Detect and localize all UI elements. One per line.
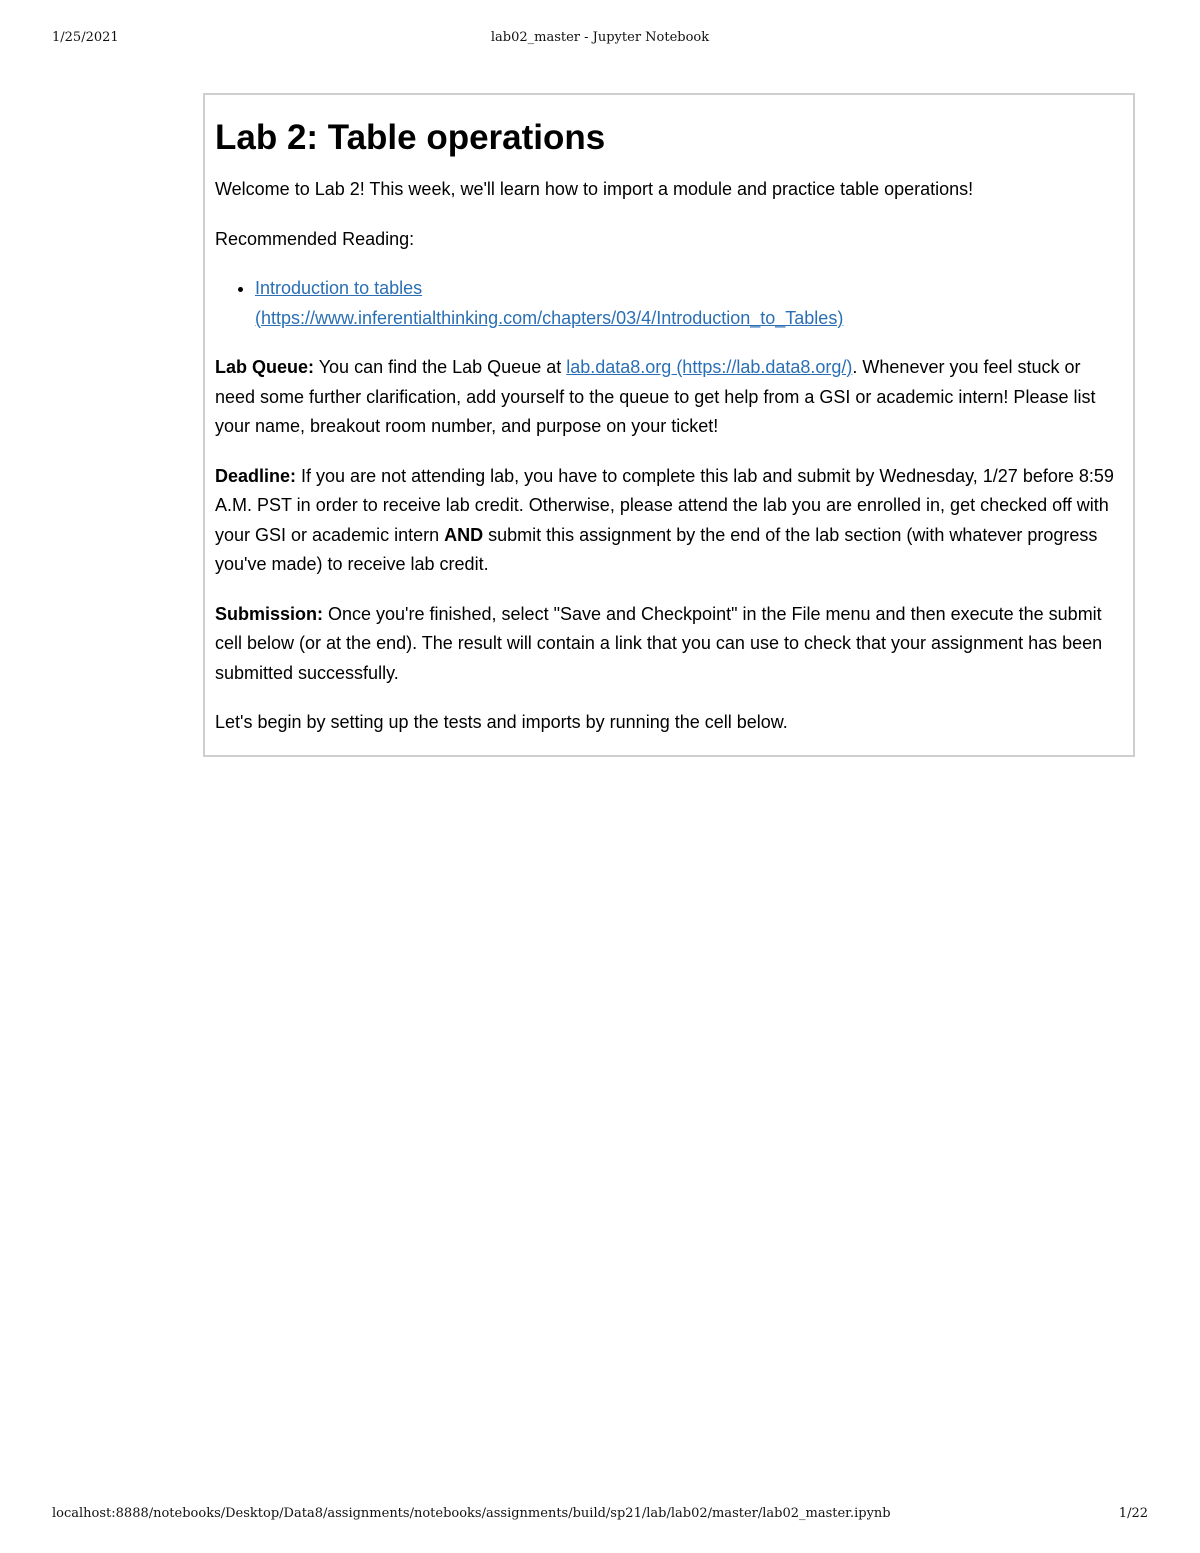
reading-list	[215, 274, 1123, 333]
lab-queue-paragraph	[215, 353, 1123, 442]
lab-queue-link[interactable]: lab.data8.org (https://lab.data8.org/)	[566, 357, 853, 377]
deadline-text-before: If you are not attending lab, you have to complete this lab and submit by Wednesday, 1/27 before 8:59 A.M. PST in order to receive lab credit. Otherwise, please attend the lab you are enrolled in, get checked off with your GSI or academic intern	[215, 465, 1114, 545]
print-footer	[52, 1506, 1148, 1524]
reading-list-item	[255, 274, 1123, 333]
markdown-cell[interactable]	[203, 93, 1135, 757]
lab-queue-label: Lab Queue:	[215, 357, 315, 377]
lab-queue-text-before: You can find the Lab Queue at	[314, 357, 567, 377]
intro-paragraph: Welcome to Lab 2! This week, we'll learn how to import a module and practice table operations!	[215, 179, 974, 199]
introduction-to-tables-link[interactable]	[255, 278, 843, 328]
print-date: 1/25/2021	[52, 30, 119, 45]
deadline-text-after: submit this assignment by the end of the lab section (with whatever progress you've made) to receive lab credit.	[215, 524, 1098, 574]
deadline-emphasis: AND	[444, 524, 484, 545]
closing-paragraph: Let's begin by setting up the tests and imports by running the cell below.	[215, 712, 788, 732]
recommended-reading-label: Recommended Reading:	[215, 228, 415, 249]
link-text: Introduction to tables	[255, 278, 423, 298]
submission-text: Once you're finished, select "Save and Checkpoint" in the File menu and then execute the submit cell below (or at the end). The result will contain a link that you can use to check that your assignment has been submitted successfully.	[215, 603, 1103, 683]
submission-paragraph	[215, 600, 1123, 689]
print-header	[52, 30, 1148, 48]
submission-label: Submission:	[215, 603, 324, 624]
print-url: localhost:8888/notebooks/Desktop/Data8/assignments/notebooks/assignments/build/sp21/lab/lab02/master/lab02_master.ipynb	[52, 1506, 891, 1521]
link-url-text: (https://www.inferentialthinking.com/chapters/03/4/Introduction_to_Tables)	[255, 307, 844, 328]
print-title: lab02_master - Jupyter Notebook	[490, 30, 710, 45]
lab-heading: Lab 2: Table operations	[215, 118, 606, 157]
page-number: 1/22	[1118, 1506, 1148, 1521]
deadline-label: Deadline:	[215, 465, 297, 486]
deadline-paragraph	[215, 462, 1123, 580]
lab-queue-text-after: . Whenever you feel stuck or need some further clarification, add yourself to the queue to get help from a GSI or academic intern! Please list your name, breakout room number, and purpose on your ticket!	[215, 357, 1096, 436]
